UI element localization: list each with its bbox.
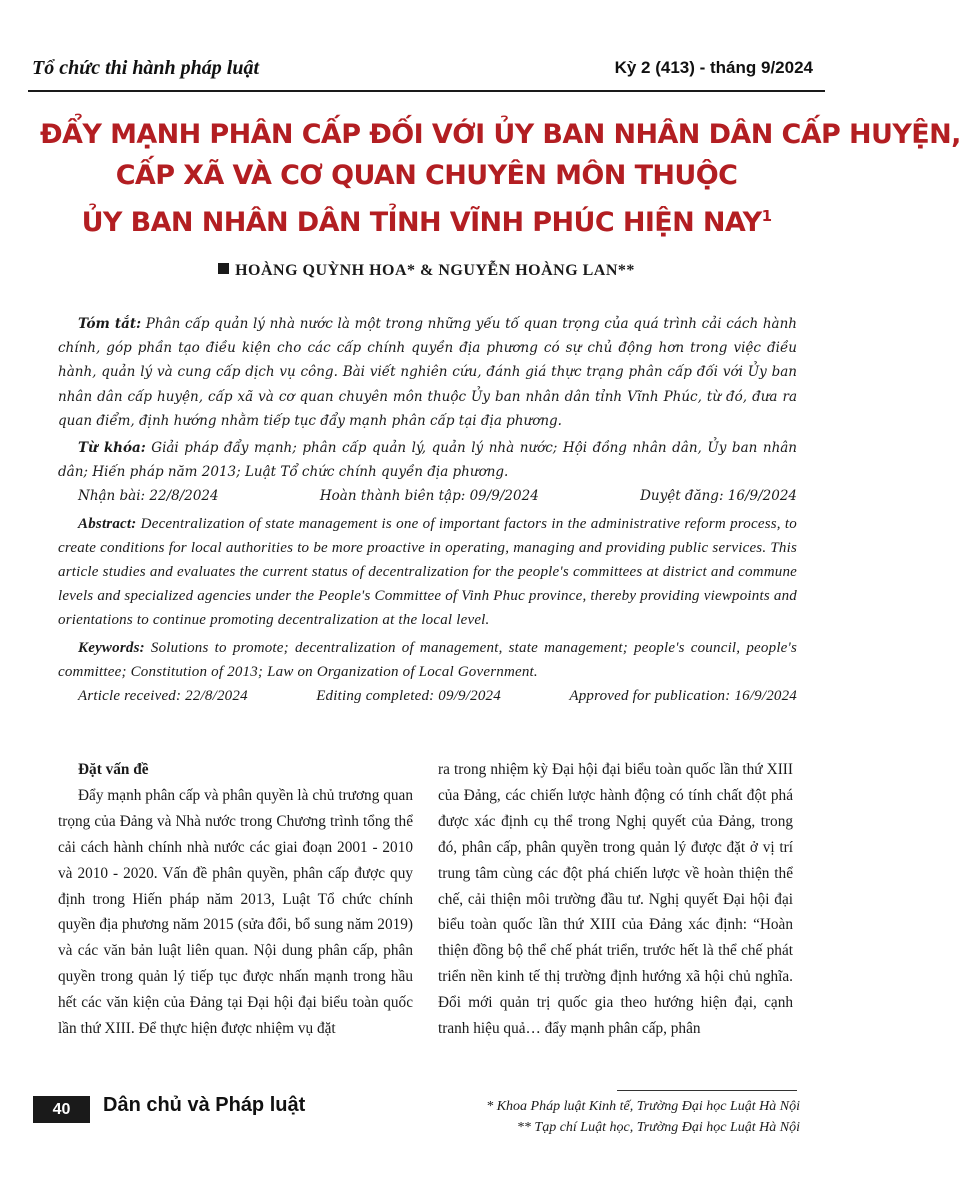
body-column-left [58,757,413,1042]
abstract-block [58,312,797,708]
abstract-vi-text: Phân cấp quản lý nhà nước là một trong những yếu tố quan trọng của quá trình cải cách hành chính, góp phần tạo điều kiện cho các cấp chính quyền địa phương có sự chủ động hơn trong việc điều hành, quản lý và cung cấp dịch vụ công. Bài viết nghiên cứu, đánh giá thực trạng phân cấp đối với Ủy ban nhân dân cấp huyện, cấp xã và cơ quan chuyên môn thuộc Ủy ban nhân dân tỉnh Vĩnh Phúc, từ đó, đưa ra quan điểm, định hướng nhằm tiếp tục đẩy mạnh phân cấp tại địa phương. [58,316,797,429]
body-paragraph-left: Đẩy mạnh phân cấp và phân quyền là chủ trương quan trọng của Đảng và Nhà nước trong Chương trình tổng thể cải cách hành chính nhà nước các giai đoạn 2001 - 2010 và 2010 - 2020. Vấn đề phân quyền, phân cấp được quy định trong Hiến pháp năm 2013, Luật Tổ chức chính quyền địa phương năm 2015 (sửa đổi, bổ sung năm 2019) và các văn bản luật liên quan. Nội dung phân cấp, phân quyền trong quản lý tiếp tục được nhấn mạnh trong hầu hết các văn kiện của Đảng tại Đại hội đại biểu toàn quốc lần thứ XIII. Để thực hiện được nhiệm vụ đặt [58,786,413,1038]
publication-name: Dân chủ và Pháp luật [103,1094,306,1116]
footnote-2: ** Tạp chí Luật học, Trường Đại học Luật Hà Nội [516,1120,800,1135]
title-footnote-mark: 1 [761,207,772,225]
title-line-3-text: ỦY BAN NHÂN DÂN TỈNH VĨNH PHÚC HIỆN NAY [81,207,762,238]
received-date-vi: Nhận bài: 22/8/2024 [78,488,219,505]
keywords-vi-label: Từ khóa: [78,440,146,457]
issue-number: Kỳ 2 (413) - tháng 9/2024 [614,58,813,77]
footnote-divider [617,1090,797,1091]
article-title [40,114,961,243]
abstract-en-text: Decentralization of state management is one of important factors in the administrative reform process, to create conditions for local authorities to be more proactive in operating, managing and providing public services. This article studies and evaluates the current status of decentralization for the people's committees at district and commune levels and specialized agencies under the People's Committee of Vinh Phuc province, thereby providing viewpoints and orientations to continue promoting decentralization at the local level. [58,515,797,629]
footnote-1: * Khoa Pháp luật Kinh tế, Trường Đại học Luật Hà Nội [486,1099,800,1114]
title-line-1: ĐẨY MẠNH PHÂN CẤP ĐỐI VỚI ỦY BAN NHÂN DÂN CẤP HUYỆN, [40,119,961,150]
edited-date-en: Editing completed: 09/9/2024 [316,688,501,705]
page-number: 40 [33,1096,90,1123]
body-columns [58,757,798,1077]
keywords-vi-text: Giải pháp đẩy mạnh; phân cấp quản lý, quản lý nhà nước; Hội đồng nhân dân, Ủy ban nhân dân; Hiến pháp năm 2013; Luật Tổ chức chính quyền địa phương. [58,440,798,481]
abstract-en [58,512,797,633]
abstract-en-label: Abstract: [78,515,137,532]
approved-date-en: Approved for publication: 16/9/2024 [569,688,797,705]
dates-en [58,684,797,708]
abstract-vi-label: Tóm tắt: [78,316,142,332]
keywords-en-label: Keywords: [78,639,145,656]
edited-date-vi: Hoàn thành biên tập: 09/9/2024 [319,488,539,505]
body-column-right [438,757,793,1042]
keywords-en-text: Solutions to promote; decentralization of management, state management; people's council, people's committee; Constitution of 2013; Law on Organization of Local Government. [58,639,797,680]
received-date-en: Article received: 22/8/2024 [78,688,248,705]
journal-section-name: Tổ chức thi hành pháp luật [32,57,260,79]
dates-vi [58,484,797,508]
abstract-vi [58,312,797,433]
body-paragraph-right: ra trong nhiệm kỳ Đại hội đại biểu toàn quốc lần thứ XIII của Đảng, các chiến lược hành động có tính chất đột phá được xác định cụ thể trong Nghị quyết của Đảng, trong đó, phân cấp, phân quyền trong quản lý được đặt ở vị trí trung tâm cùng các đột phá chiến lược về hoàn thiện thể chế, cải thiện môi trường đầu tư. Nghị quyết Đại hội đại biểu toàn quốc lần thứ XIII của Đảng xác định: “Hoàn thiện đồng bộ thể chế phát triển, trước hết là thể chế phát triển nền kinh tế thị trường định hướng xã hội chủ nghĩa. Đổi mới quản trị quốc gia theo hướng hiện đại, cạnh tranh hiệu quả… đẩy mạnh phân cấp, phân [438,761,793,1038]
title-line-2: CẤP XÃ VÀ CƠ QUAN CHUYÊN MÔN THUỘC [115,160,738,191]
title-line-3 [40,196,813,243]
section-heading: Đặt vấn đề [78,761,149,778]
author-names: HOÀNG QUỲNH HOA* & NGUYỄN HOÀNG LAN** [235,262,635,279]
authors [0,262,853,280]
footnotes [486,1096,800,1138]
keywords-vi [58,436,797,484]
square-bullet-icon [218,263,229,274]
keywords-en [58,636,797,684]
approved-date-vi: Duyệt đăng: 16/9/2024 [640,488,797,505]
